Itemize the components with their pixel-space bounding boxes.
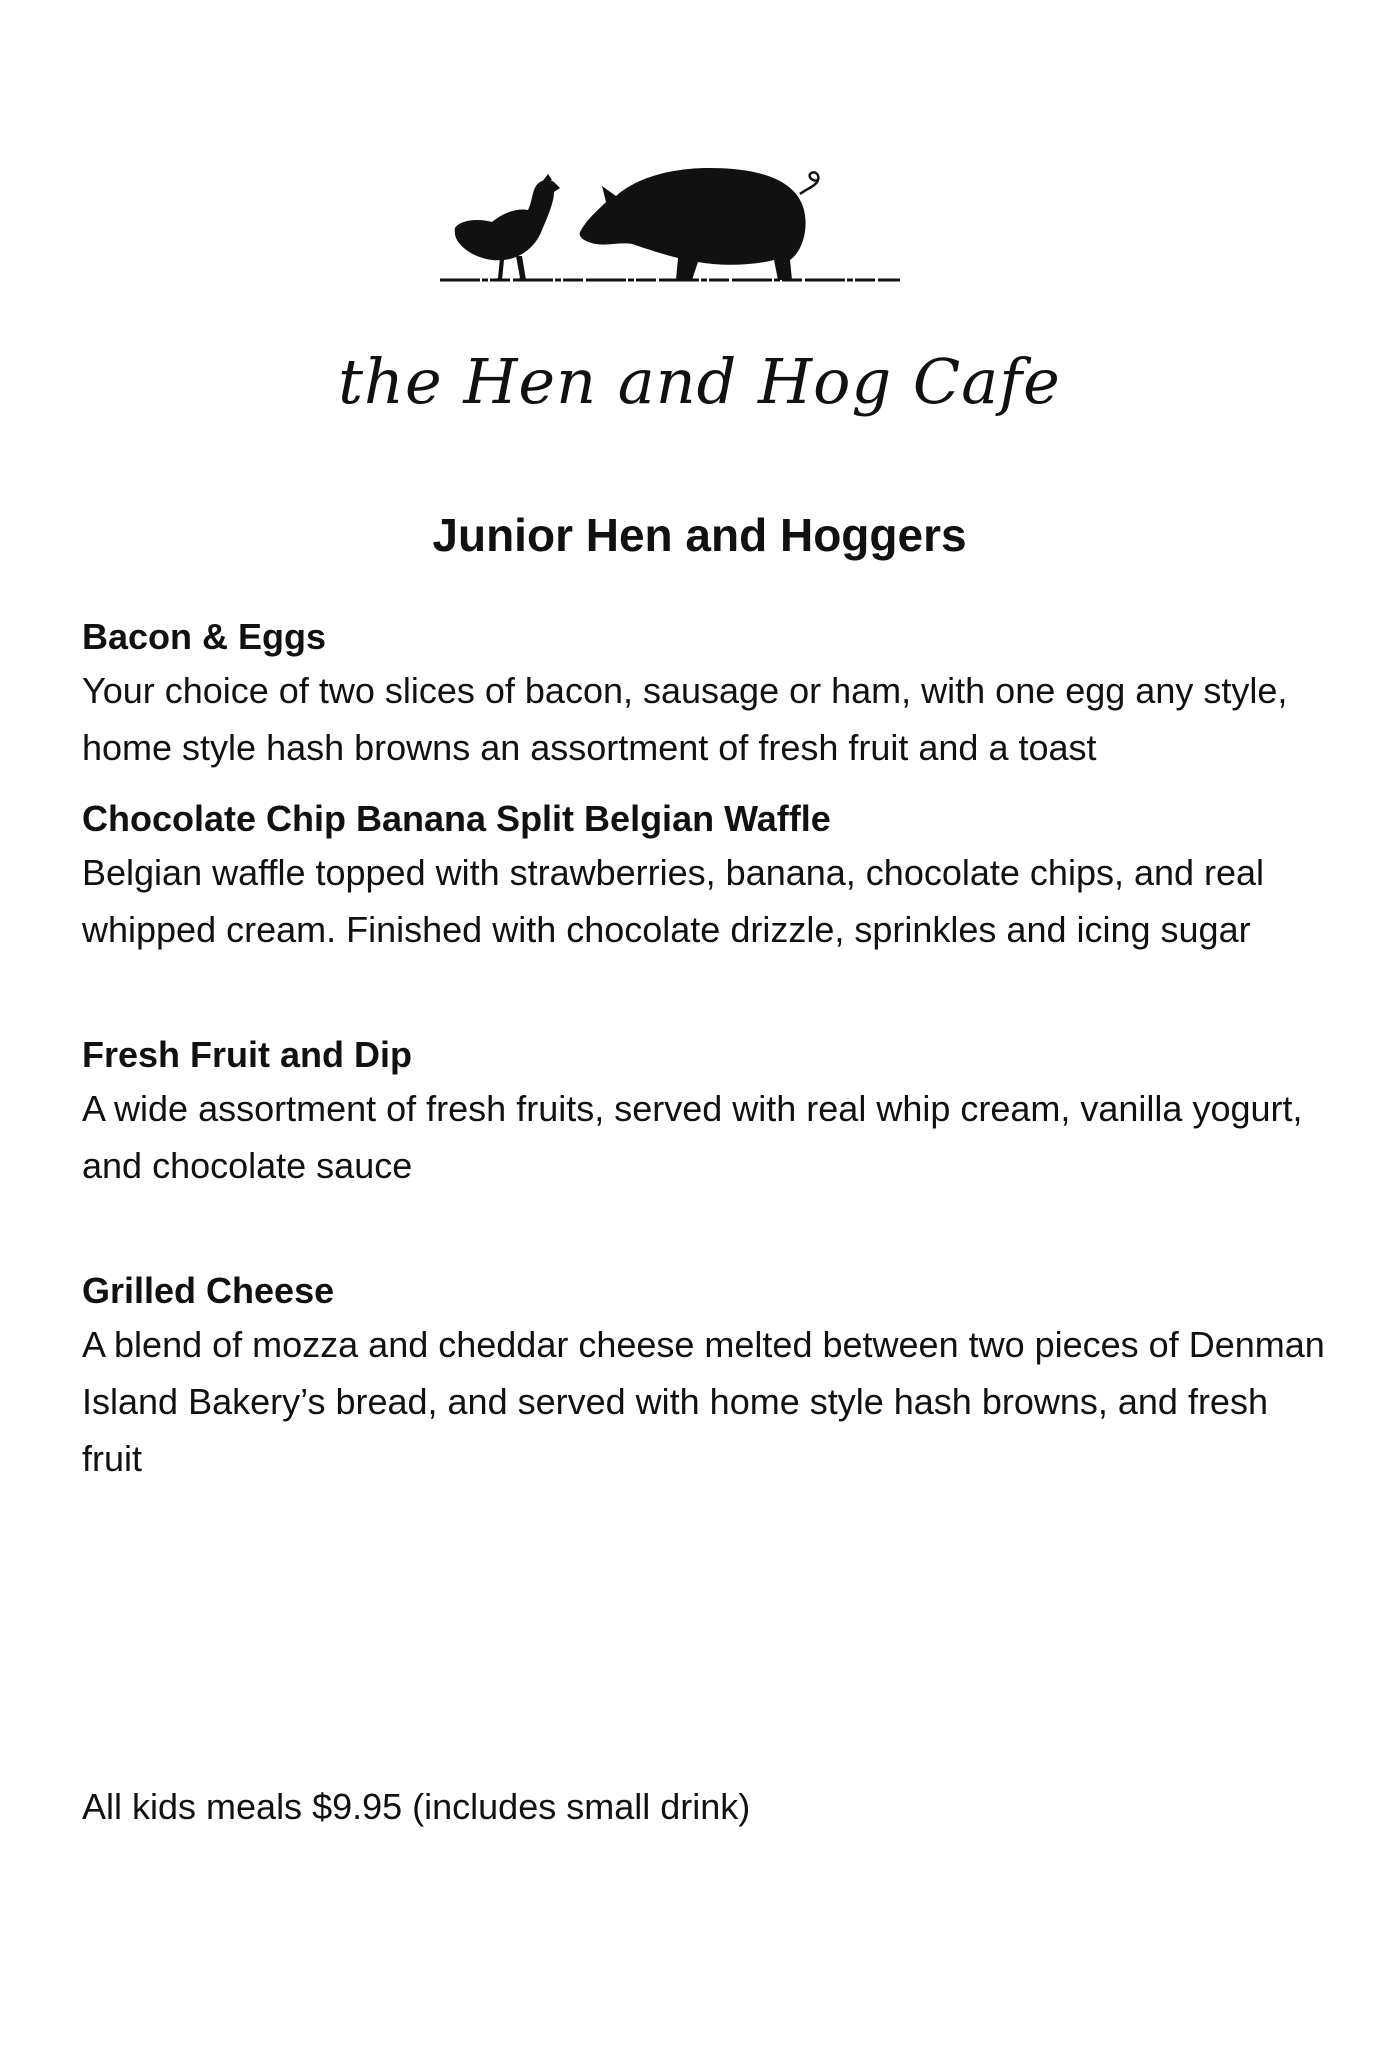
logo-illustration: [430, 150, 910, 295]
menu-title: Junior Hen and Hoggers: [432, 509, 967, 561]
hog-silhouette-icon: [580, 168, 819, 280]
menu-item: [82, 1266, 1332, 1487]
price-note: All kids meals $9.95 (includes small drink): [82, 1786, 751, 1827]
hen-silhouette-icon: [455, 174, 560, 280]
menu-item-description: Belgian waffle topped with strawberries, banana, chocolate chips, and real whipped cream. Finished with chocolate drizzle, sprinkles and icing sugar: [82, 852, 1265, 950]
menu-item-name: Bacon & Eggs: [82, 616, 327, 657]
menu-item-list: [82, 612, 1332, 1487]
menu-item: [82, 794, 1332, 958]
menu-item-description: Your choice of two slices of bacon, sausage or ham, with one egg any style, home style hash browns an assortment of fresh fruit and a toast: [82, 670, 1288, 768]
menu-item: [82, 1030, 1332, 1194]
cafe-logo-name: the Hen and Hog Cafe: [338, 345, 1061, 418]
menu-item-name: Fresh Fruit and Dip: [82, 1034, 413, 1075]
menu-item-name: Chocolate Chip Banana Split Belgian Waffle: [82, 798, 831, 839]
menu-item-name: Grilled Cheese: [82, 1270, 335, 1311]
menu-item-description: A blend of mozza and cheddar cheese melted between two pieces of Denman Island Bakery’s bread, and served with home style hash browns, and fresh fruit: [82, 1324, 1325, 1479]
menu-item-description: A wide assortment of fresh fruits, served with real whip cream, vanilla yogurt, and chocolate sauce: [82, 1088, 1303, 1186]
menu-item: [82, 612, 1332, 776]
